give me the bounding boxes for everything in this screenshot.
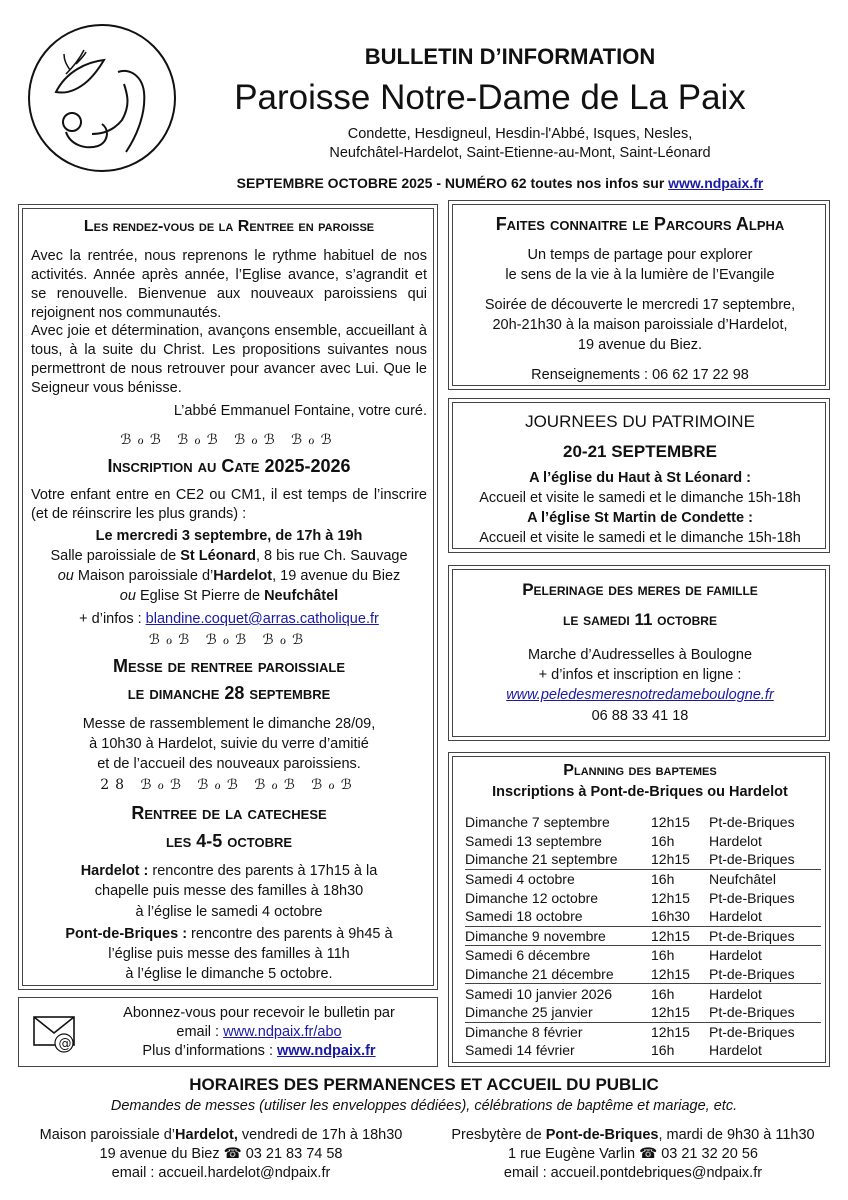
bapteme-row [465,1003,821,1022]
ornament-3: 28 ℬℴℬ ℬℴℬ ℬℴℬ ℬℴℬ [100,777,358,793]
bapteme-date: Samedi 14 février [465,1042,575,1059]
bapteme-date: Dimanche 9 novembre [465,926,651,946]
bapteme-time: 12h15 [651,926,709,946]
alpha-box [448,200,830,390]
bapteme-place: Pt-de-Briques [709,926,821,946]
bapteme-row [465,965,821,984]
hardelot-email: email : accueil.hardelot@ndpaix.fr [111,1165,331,1181]
cate-location-3-a: ou [119,588,136,604]
bapteme-time: 16h [651,869,709,888]
bapteme-place: Pt-de-Briques [709,1022,821,1041]
bapteme-row [465,850,821,869]
bulletin-title: BULLETIN D’INFORMATION [364,44,656,69]
bapteme-row [465,1041,821,1060]
bapteme-date: Dimanche 8 février [465,1022,651,1041]
issue-line [200,174,800,192]
cate-email-link[interactable]: blandine.coquet@arras.catholique.fr [145,611,379,627]
ornament-2: ℬℴℬ ℬℴℬ ℬℴℬ [148,632,310,648]
hardelot-hours-c: vendredi de 17h à 18h30 [237,1127,403,1143]
cate-location-1-b: St Léonard [180,548,256,564]
cate-location-1 [25,547,433,566]
communes-line-2: Neufchâtel-Hardelot, Saint-Etienne-au-Mont, Saint-Léonard [329,145,711,161]
pelerinage-line-1: Marche d’Audresselles à Boulogne [527,647,753,663]
bapteme-date: Samedi 10 janvier 2026 [465,984,651,1003]
pdb-hours [428,1126,838,1145]
baptemes-subtitle: Inscriptions à Pont-de-Briques ou Hardelot [492,784,788,800]
cate-location-3-c: Neufchâtel [264,588,339,604]
footer-subtitle: Demandes de messes (utiliser les enveloppes dédiées), célébrations de baptême et mariage, etc. [110,1098,738,1114]
catechese-pdb-label: Pont-de-Briques : [65,926,188,942]
bapteme-place: Hardelot [709,1042,762,1059]
cate-location-3-b: Eglise St Pierre de [135,588,265,604]
subscribe-line-2 [89,1023,429,1042]
patrimoine-title-2: 20-21 SEPTEMBRE [563,442,717,461]
messe-line-2: à 10h30 à Hardelot, suivie du verre d’amitié [89,736,369,752]
bapteme-time: 16h [651,946,709,965]
bapteme-time: 16h30 [651,908,690,925]
bapteme-row [465,946,821,965]
bapteme-row [465,907,821,926]
cate-location-2-a: ou [57,568,74,584]
bapteme-time: 16h [651,832,675,849]
website-link[interactable]: www.ndpaix.fr [668,175,764,191]
baptemes-table-wrap [465,813,821,1060]
cate-paragraph: Votre enfant entre en CE2 ou CM1, il est temps de l’inscrire (et de réinscrire les plus grands) : [31,487,427,522]
subscribe-box [18,997,438,1067]
issue-text: SEPTEMBRE OCTOBRE 2025 - NUMÉRO 62 toutes nos infos sur [236,175,669,191]
bapteme-date: Samedi 6 décembre [465,946,651,965]
bapteme-date: Dimanche 7 septembre [465,814,610,831]
cate-infos [25,610,433,629]
bapteme-row [465,888,821,907]
patrimoine-title-1: JOURNEES DU PATRIMOINE [525,412,755,431]
patrimoine-church-1: A l’église du Haut à St Léonard : [529,470,751,486]
baptemes-table [465,813,821,1060]
subscribe-line-1: Abonnez-vous pour recevoir le bulletin par [123,1005,395,1021]
ornament-1: ℬℴℬ ℬℴℬ ℬℴℬ ℬℴℬ [120,432,338,448]
hardelot-hours [14,1126,428,1145]
cate-title: Inscription au Cate 2025-2026 [107,456,351,476]
bapteme-time: 12h15 [651,966,690,983]
cate-date: Le mercredi 3 septembre, de 17h à 19h [95,528,363,544]
bapteme-time: 12h15 [651,851,690,868]
bapteme-time: 12h15 [651,1022,709,1041]
bapteme-row [465,1022,821,1041]
bapteme-time: 12h15 [651,814,690,831]
subscribe-line-3 [89,1042,429,1061]
pdb-address: 1 rue Eugène Varlin ☎ 03 21 32 20 56 [508,1146,758,1162]
rdv-paragraph-1: Avec la rentrée, nous reprenons le rythme habituel de nos activités. Année après année, l’Eglise avance, s’agrandit et se renouvelle. Bienvenue aux nouveaux paroissiens qui rejoignent nos communautés. [31,248,427,321]
envelope-at-icon [33,1016,77,1059]
bapteme-place: Hardelot [709,946,821,965]
baptemes-box [448,752,830,1067]
subscribe-link[interactable]: www.ndpaix.fr/abo [223,1024,342,1040]
catechese-hardelot-2: chapelle puis messe des familles à 18h30 [94,883,364,899]
bapteme-date: Samedi 4 octobre [465,869,651,888]
alpha-line-5: 19 avenue du Biez. [577,337,703,353]
catechese-hardelot-label: Hardelot : [80,863,149,879]
bapteme-place: Hardelot [709,908,762,925]
more-info-label: Plus d’informations : [142,1043,278,1059]
rentree-box [18,204,438,990]
baptemes-title: Planning des baptemes [563,762,717,779]
pelerinage-phone: 06 88 33 41 18 [591,708,689,724]
patrimoine-visit-1: Accueil et visite le samedi et le dimanche 15h-18h [479,490,801,506]
bapteme-row [465,813,821,832]
catechese-pdb-text: rencontre des parents à 9h45 à [187,926,393,942]
catechese-title-1: Rentree de la catechese [131,803,327,823]
patrimoine-church-2: A l’église St Martin de Condette : [527,510,753,526]
cate-location-1-c: , 8 bis rue Ch. Sauvage [255,548,408,564]
cate-location-1-a: Salle paroissiale de [50,548,181,564]
catechese-pdb-2: l’église puis messe des familles à 11h [108,946,350,962]
svg-text:@: @ [58,1036,72,1052]
pelerinage-link[interactable]: www.peledesmeresnotredameboulogne.fr [506,687,774,703]
messe-title-1: Messe de rentree paroissiale [112,656,346,676]
rdv-signature: L’abbé Emmanuel Fontaine, votre curé. [173,403,427,419]
cate-location-2-b: Maison paroissiale d’ [73,568,214,584]
pelerinage-title-2: le samedi 11 octobre [563,610,717,629]
hardelot-hours-b: Hardelot, [175,1127,238,1143]
pelerinage-link-line [455,686,825,705]
bapteme-date: Samedi 18 octobre [465,908,583,925]
alpha-title: Faites connaitre le Parcours Alpha [495,214,785,234]
catechese-title-2: les 4-5 octobre [165,831,293,851]
bapteme-row [465,832,821,851]
bapteme-date: Dimanche 25 janvier [465,1004,593,1021]
messe-title-2: le dimanche 28 septembre [127,683,331,703]
pdb-email: email : accueil.pontdebriques@ndpaix.fr [503,1165,763,1181]
messe-line-3: et de l’accueil des nouveaux paroissiens. [97,756,361,772]
cate-location-2 [25,567,433,586]
cate-location-2-c: Hardelot [213,568,273,584]
cate-infos-label: + d’infos : [79,611,146,627]
more-info-link[interactable]: www.ndpaix.fr [277,1043,376,1059]
bapteme-date: Dimanche 21 décembre [465,966,614,983]
hardelot-hours-a: Maison paroissiale d’ [39,1127,176,1143]
bapteme-row [465,926,821,946]
alpha-line-2: le sens de la vie à la lumière de l’Evangile [505,267,775,283]
patrimoine-visit-2: Accueil et visite le samedi et le dimanche 15h-18h [479,530,801,546]
bapteme-place: Hardelot [709,984,821,1003]
pelerinage-line-2: + d’infos et inscription en ligne : [538,667,742,683]
bapteme-time: 16h [651,984,709,1003]
bapteme-row [465,984,821,1003]
rdv-paragraph-2: Avec joie et détermination, avançons ensemble, accueillant à tous, à la suite du Christ. Les propositions suivantes nous permettront de nous retrouver pour avancer avec Lui. Que le Seigneur vous bénisse. [31,323,427,396]
catechese-pdb-3: à l’église le dimanche 5 octobre. [125,966,333,982]
bapteme-date: Dimanche 21 septembre [465,851,618,868]
catechese-hardelot-1 [25,862,433,881]
bapteme-row [465,869,821,888]
cate-location-3 [25,587,433,606]
bapteme-date: Samedi 13 septembre [465,832,602,849]
footer-title: HORAIRES DES PERMANENCES ET ACCUEIL DU PUBLIC [189,1075,659,1094]
pdb-hours-b: Pont-de-Briques [545,1127,659,1143]
bapteme-place: Neufchâtel [709,869,821,888]
pdb-hours-a: Presbytère de [451,1127,546,1143]
bapteme-place: Pt-de-Briques [709,966,795,983]
catechese-pdb-1 [25,925,433,944]
alpha-line-3: Soirée de découverte le mercredi 17 septembre, [484,297,796,313]
bapteme-place: Pt-de-Briques [709,814,795,831]
bapteme-date: Dimanche 12 octobre [465,889,599,906]
subscribe-email-label: email : [176,1024,224,1040]
cate-location-2-d: , 19 avenue du Biez [272,568,401,584]
bapteme-place: Pt-de-Briques [709,1004,795,1021]
bapteme-place: Pt-de-Briques [709,851,795,868]
bapteme-time: 12h15 [651,889,690,906]
hardelot-address: 19 avenue du Biez ☎ 03 21 83 74 58 [99,1146,343,1162]
bapteme-time: 12h15 [651,1004,690,1021]
parish-logo [26,22,178,174]
pdb-hours-c: , mardi de 9h30 à 11h30 [658,1127,815,1143]
alpha-line-4: 20h-21h30 à la maison paroissiale d’Hardelot, [492,317,788,333]
bapteme-place: Pt-de-Briques [709,889,795,906]
rdv-title: Les rendez-vous de la Rentree en paroisse [83,218,375,235]
alpha-phone: Renseignements : 06 62 17 22 98 [531,367,749,383]
patrimoine-box [448,398,830,553]
pelerinage-title-1: Pelerinage des meres de famille [522,580,758,599]
bapteme-time: 16h [651,1042,675,1059]
messe-line-1: Messe de rassemblement le dimanche 28/09, [82,716,376,732]
parish-name: Paroisse Notre-Dame de La Paix [234,78,746,117]
communes-line-1: Condette, Hesdigneul, Hesdin-l'Abbé, Isques, Nesles, [347,126,693,142]
pelerinage-box [448,565,830,741]
catechese-hardelot-3: à l’église le samedi 4 octobre [135,904,323,920]
alpha-line-1: Un temps de partage pour explorer [527,247,753,263]
bapteme-place: Hardelot [709,832,762,849]
catechese-hardelot-text: rencontre des parents à 17h15 à la [148,863,378,879]
